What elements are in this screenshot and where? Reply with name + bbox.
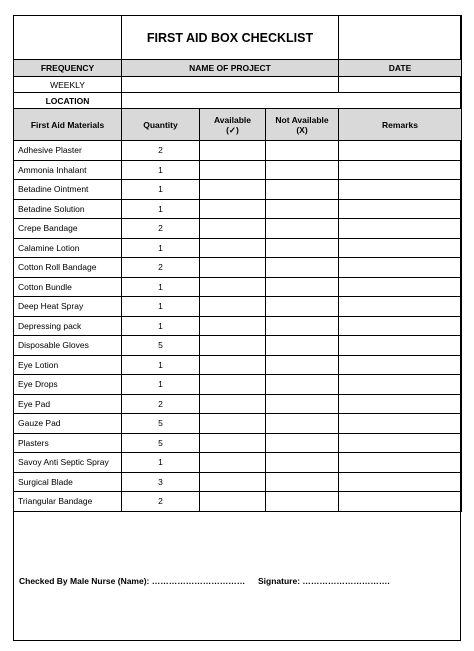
- material-name: Betadine Solution: [14, 199, 122, 219]
- project-field[interactable]: [122, 77, 339, 93]
- material-quantity: 2: [122, 141, 200, 161]
- available-cell[interactable]: [200, 492, 266, 512]
- remarks-cell[interactable]: [339, 336, 462, 356]
- material-name: Cotton Bundle: [14, 277, 122, 297]
- material-quantity: 2: [122, 492, 200, 512]
- date-header: DATE: [339, 60, 462, 77]
- remarks-cell[interactable]: [339, 219, 462, 239]
- not-available-cell[interactable]: [266, 355, 339, 375]
- not-available-cell[interactable]: [266, 297, 339, 317]
- table-row: [14, 433, 462, 453]
- available-cell[interactable]: [200, 180, 266, 200]
- checked-by-line: Checked By Male Nurse (Name): ……………………………: [19, 576, 246, 586]
- available-cell[interactable]: [200, 160, 266, 180]
- material-quantity: 1: [122, 199, 200, 219]
- check-mark: (✓): [226, 124, 239, 135]
- material-name: Disposable Gloves: [14, 336, 122, 356]
- not-available-cell[interactable]: [266, 433, 339, 453]
- material-name: Eye Pad: [14, 394, 122, 414]
- material-quantity: 1: [122, 238, 200, 258]
- footer: [19, 576, 390, 586]
- material-quantity: 1: [122, 277, 200, 297]
- signature-line: Signature: ………………………….: [258, 576, 390, 586]
- not-available-cell[interactable]: [266, 472, 339, 492]
- table-row: [14, 258, 462, 278]
- available-cell[interactable]: [200, 258, 266, 278]
- table-row: [14, 297, 462, 317]
- material-name: Crepe Bandage: [14, 219, 122, 239]
- remarks-cell[interactable]: [339, 355, 462, 375]
- remarks-cell[interactable]: [339, 160, 462, 180]
- material-name: Triangular Bandage: [14, 492, 122, 512]
- material-name: Eye Drops: [14, 375, 122, 395]
- material-name: Plasters: [14, 433, 122, 453]
- col-not-available: [266, 109, 339, 141]
- remarks-cell[interactable]: [339, 277, 462, 297]
- frequency-value: WEEKLY: [14, 77, 122, 93]
- not-available-cell[interactable]: [266, 160, 339, 180]
- available-cell[interactable]: [200, 199, 266, 219]
- table-row: [14, 238, 462, 258]
- not-available-cell[interactable]: [266, 394, 339, 414]
- col-materials: First Aid Materials: [14, 109, 122, 141]
- material-quantity: 1: [122, 453, 200, 473]
- form-title: FIRST AID BOX CHECKLIST: [122, 16, 339, 60]
- table-row: [14, 336, 462, 356]
- remarks-cell[interactable]: [339, 453, 462, 473]
- table-row: [14, 219, 462, 239]
- table-row: [14, 453, 462, 473]
- col-available-label: Available: [213, 114, 251, 125]
- col-available: [200, 109, 266, 141]
- frequency-header: FREQUENCY: [14, 60, 122, 77]
- material-quantity: 1: [122, 297, 200, 317]
- material-quantity: 1: [122, 355, 200, 375]
- remarks-cell[interactable]: [339, 141, 462, 161]
- material-name: Cotton Roll Bandage: [14, 258, 122, 278]
- table-row: [14, 316, 462, 336]
- not-available-cell[interactable]: [266, 277, 339, 297]
- location-field[interactable]: [122, 93, 462, 109]
- material-name: Adhesive Plaster: [14, 141, 122, 161]
- ref-cell: [339, 16, 462, 60]
- col-not-available-label: Not Available: [275, 114, 329, 125]
- available-cell[interactable]: [200, 375, 266, 395]
- col-remarks: Remarks: [339, 109, 462, 141]
- material-name: Betadine Ointment: [14, 180, 122, 200]
- remarks-cell[interactable]: [339, 433, 462, 453]
- not-available-cell[interactable]: [266, 492, 339, 512]
- remarks-cell[interactable]: [339, 414, 462, 434]
- remarks-cell[interactable]: [339, 316, 462, 336]
- material-quantity: 1: [122, 316, 200, 336]
- remarks-cell[interactable]: [339, 297, 462, 317]
- material-quantity: 5: [122, 336, 200, 356]
- not-available-cell[interactable]: [266, 258, 339, 278]
- not-available-cell[interactable]: [266, 375, 339, 395]
- available-cell[interactable]: [200, 238, 266, 258]
- material-quantity: 1: [122, 375, 200, 395]
- material-name: Savoy Anti Septic Spray: [14, 453, 122, 473]
- table-row: [14, 394, 462, 414]
- available-cell[interactable]: [200, 316, 266, 336]
- table-row: [14, 141, 462, 161]
- material-quantity: 5: [122, 414, 200, 434]
- not-available-cell[interactable]: [266, 316, 339, 336]
- table-row: [14, 414, 462, 434]
- available-cell[interactable]: [200, 414, 266, 434]
- material-name: Depressing pack: [14, 316, 122, 336]
- material-name: Gauze Pad: [14, 414, 122, 434]
- table-row: [14, 180, 462, 200]
- table-row: [14, 472, 462, 492]
- available-cell[interactable]: [200, 453, 266, 473]
- remarks-cell[interactable]: [339, 258, 462, 278]
- available-cell[interactable]: [200, 141, 266, 161]
- remarks-cell[interactable]: [339, 492, 462, 512]
- not-available-cell[interactable]: [266, 238, 339, 258]
- not-available-cell[interactable]: [266, 414, 339, 434]
- table-row: [14, 160, 462, 180]
- available-cell[interactable]: [200, 277, 266, 297]
- available-cell[interactable]: [200, 355, 266, 375]
- remarks-cell[interactable]: [339, 394, 462, 414]
- material-quantity: 1: [122, 160, 200, 180]
- checklist-form: [13, 15, 461, 641]
- material-quantity: 2: [122, 219, 200, 239]
- remarks-cell[interactable]: [339, 238, 462, 258]
- material-quantity: 3: [122, 472, 200, 492]
- remarks-cell[interactable]: [339, 180, 462, 200]
- table-row: [14, 375, 462, 395]
- remarks-cell[interactable]: [339, 472, 462, 492]
- project-header: NAME OF PROJECT: [122, 60, 339, 77]
- table-row: [14, 199, 462, 219]
- available-cell[interactable]: [200, 297, 266, 317]
- not-available-cell[interactable]: [266, 180, 339, 200]
- material-name: Ammonia Inhalant: [14, 160, 122, 180]
- material-quantity: 2: [122, 394, 200, 414]
- available-cell[interactable]: [200, 394, 266, 414]
- material-name: Eye Lotion: [14, 355, 122, 375]
- material-quantity: 2: [122, 258, 200, 278]
- x-mark: (X): [296, 124, 308, 135]
- remarks-cell[interactable]: [339, 199, 462, 219]
- not-available-cell[interactable]: [266, 453, 339, 473]
- material-quantity: 5: [122, 433, 200, 453]
- table-row: [14, 492, 462, 512]
- not-available-cell[interactable]: [266, 199, 339, 219]
- not-available-cell[interactable]: [266, 141, 339, 161]
- remarks-cell[interactable]: [339, 375, 462, 395]
- available-cell[interactable]: [200, 472, 266, 492]
- checklist-table: [13, 15, 462, 512]
- not-available-cell[interactable]: [266, 219, 339, 239]
- material-name: Calamine Lotion: [14, 238, 122, 258]
- date-field[interactable]: [339, 77, 462, 93]
- available-cell[interactable]: [200, 433, 266, 453]
- available-cell[interactable]: [200, 336, 266, 356]
- not-available-cell[interactable]: [266, 336, 339, 356]
- table-row: [14, 277, 462, 297]
- available-cell[interactable]: [200, 219, 266, 239]
- logo-cell: [14, 16, 122, 60]
- material-name: Surgical Blade: [14, 472, 122, 492]
- table-row: [14, 355, 462, 375]
- material-quantity: 1: [122, 180, 200, 200]
- col-quantity: Quantity: [122, 109, 200, 141]
- material-name: Deep Heat Spray: [14, 297, 122, 317]
- location-label: LOCATION: [14, 93, 122, 109]
